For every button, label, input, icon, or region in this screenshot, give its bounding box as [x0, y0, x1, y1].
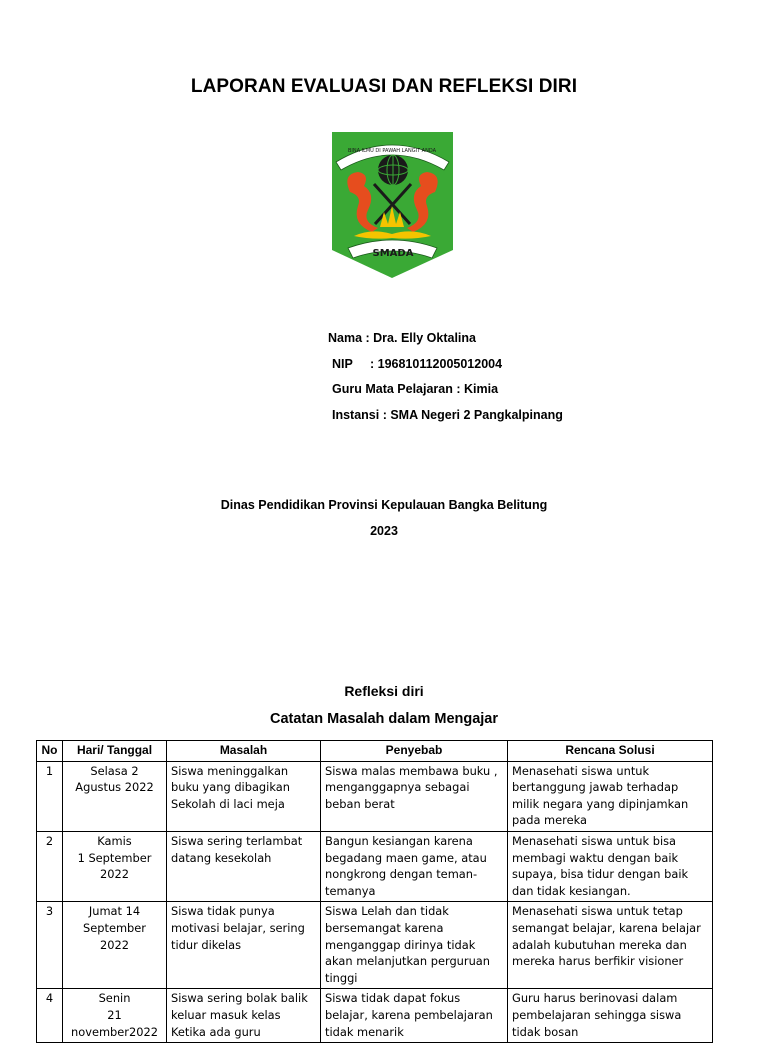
cell-solusi: Menasehati siswa untuk bisa membagi waktu dengan baik supaya, bisa tidur dengan baik dan tidak kesiangan.: [508, 831, 713, 901]
document-title: LAPORAN EVALUASI DAN REFLEKSI DIRI: [190, 76, 578, 97]
reflection-table: [36, 740, 713, 1043]
cell-masalah: Siswa tidak punya motivasi belajar, sering tidur dikelas: [167, 902, 321, 989]
table-row: [37, 761, 713, 831]
table-header-row: [37, 741, 713, 762]
smada-school-emblem-icon: [332, 132, 453, 278]
emblem-name: SMADA: [372, 248, 414, 259]
cell-masalah: Siswa meninggalkan buku yang dibagikan Sekolah di laci meja: [167, 761, 321, 831]
cell-solusi: Guru harus berinovasi dalam pembelajaran sehingga siswa tidak bosan: [508, 989, 713, 1043]
table-row: [37, 831, 713, 901]
cell-solusi: Menasehati siswa untuk bertanggung jawab terhadap milik negara yang dipinjamkan pada mereka: [508, 761, 713, 831]
identity-block: [328, 330, 563, 432]
identity-instansi: Instansi : SMA Negeri 2 Pangkalpinang: [332, 407, 563, 422]
table-row: [37, 902, 713, 989]
col-header-hari: Hari/ Tanggal: [63, 741, 167, 762]
cell-masalah: Siswa sering bolak balik keluar masuk kelas Ketika ada guru: [167, 989, 321, 1043]
col-header-penyebab: Penyebab: [321, 741, 508, 762]
reflection-subheading: Catatan Masalah dalam Mengajar: [269, 711, 499, 727]
cell-penyebab: Siswa tidak dapat fokus belajar, karena pembelajaran tidak menarik: [321, 989, 508, 1043]
cell-penyebab: Bangun kesiangan karena begadang maen game, atau nongkrong dengan teman-temanya: [321, 831, 508, 901]
document-year: 2023: [370, 524, 398, 538]
cell-solusi: Menasehati siswa untuk tetap semangat belajar, karena belajar adalah kubutuhan mereka dan mereka harus berfikir visioner: [508, 902, 713, 989]
emblem-arc-text: BINA ILMU DI PAWAH LANGIT ANDA: [347, 148, 437, 154]
col-header-no: No: [37, 741, 63, 762]
dinas-name: Dinas Pendidikan Provinsi Kepulauan Bangka Belitung: [220, 498, 548, 512]
identity-nama: Nama : Dra. Elly Oktalina: [328, 331, 476, 345]
col-header-masalah: Masalah: [167, 741, 321, 762]
col-header-solusi: Rencana Solusi: [508, 741, 713, 762]
table-row: [37, 989, 713, 1043]
identity-guru: Guru Mata Pelajaran : Kimia: [332, 382, 499, 396]
cell-no: 3: [37, 902, 63, 989]
reflection-heading: Refleksi diri: [344, 683, 424, 699]
cell-no: 2: [37, 831, 63, 901]
cell-masalah: Siswa sering terlambat datang kesekolah: [167, 831, 321, 901]
cell-hari: Selasa 2 Agustus 2022: [63, 761, 167, 831]
cell-no: 4: [37, 989, 63, 1043]
cell-hari: Senin 21 november2022: [63, 989, 167, 1043]
identity-nip: NIP : 196810112005012004: [332, 356, 503, 371]
cell-hari: Kamis 1 September 2022: [63, 831, 167, 901]
cell-penyebab: Siswa Lelah dan tidak bersemangat karena menganggap dirinya tidak akan melanjutkan perguruan tinggi: [321, 902, 508, 989]
cell-penyebab: Siswa malas membawa buku , menganggapnya sebagai beban berat: [321, 761, 508, 831]
cell-hari: Jumat 14 September 2022: [63, 902, 167, 989]
cell-no: 1: [37, 761, 63, 831]
